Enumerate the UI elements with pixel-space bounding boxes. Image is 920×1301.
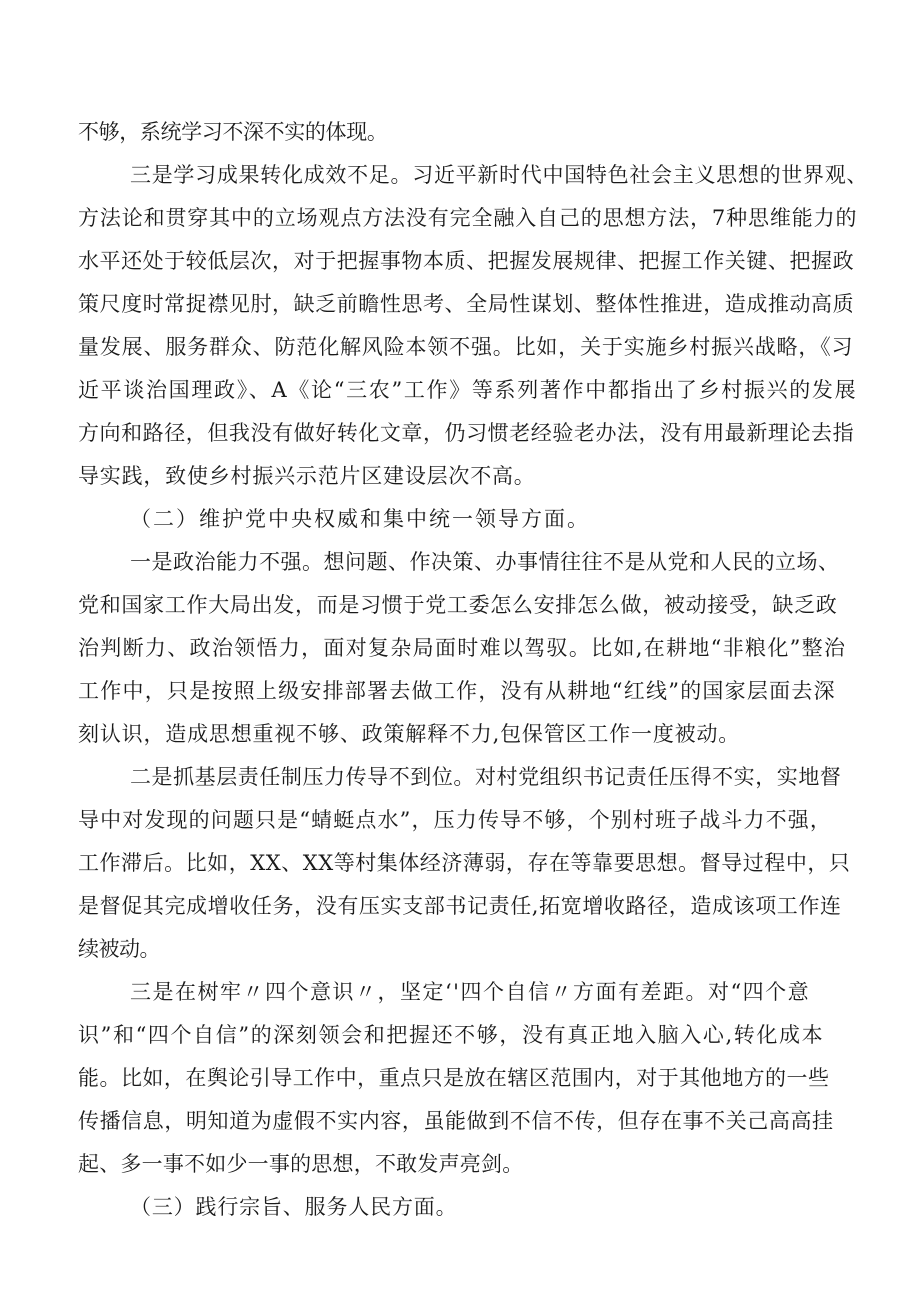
text-line: 导实践，致使乡村振兴示范片区建设层次不高。 [78,464,536,488]
text-line: 方向和路径，但我没有做好转化文章，仍习惯老经验老办法，没有用最新理论去指 [78,421,855,445]
section-heading: （二）维护党中央权威和集中统一领导方面。 [130,507,590,531]
text-line: 近平谈治国理政》、A《论“三农”工作》等系列著作中都指出了乡村振兴的发展 [78,378,858,402]
text-line: 传播信息，明知道为虚假不实内容，虽能做到不信不传，但存在事不关己高高挂 [78,1109,834,1133]
text-line: 续被动。 [78,937,160,961]
text-line: 工作中，只是按照上级安排部署去做工作，没有从耕地“红线”的国家层面去深 [78,679,836,703]
text-line: 水平还处于较低层次，对于把握事物本质、把握发展规律、把握工作关键、把握政 [78,249,855,273]
text-line: 三是在树牢〃四个意识〃，坚定‘'四个自信〃方面有差距。对“四个意 [130,980,811,1004]
text-line: 治判断力、政治领悟力，面对复杂局面时难以驾驭。比如,在耕地“非粮化”整治 [78,636,847,660]
text-line: 是督促其完成增收任务，没有压实支部书记责任,拓宽增收路径，造成该项工作连 [78,894,842,918]
text-line: 方法论和贯穿其中的立场观点方法没有完全融入自己的思想方法，7种思维能力的 [78,206,858,230]
text-line: 一是政治能力不强。想问题、作决策、办事情往往不是从党和人民的立场、 [130,550,840,574]
text-line: 工作滞后。比如，XX、XX等村集体经济薄弱，存在等靠要思想。督导过程中，只 [78,851,851,875]
text-line: 三是学习成果转化成效不足。习近平新时代中国特色社会主义思想的世界观、 [130,163,869,187]
text-line: 识”和“四个自信”的深刻领会和把握还不够，没有真正地入脑入心,转化成本 [78,1023,825,1047]
text-line: 二是抓基层责任制压力传导不到位。对村党组织书记责任压得不实，实地督 [130,765,842,789]
text-line: 能。比如，在舆论引导工作中，重点只是放在辖区范围内，对于其他地方的一些 [78,1066,830,1090]
section-heading: （三）践行宗旨、服务人民方面。 [130,1195,458,1219]
text-line: 党和国家工作大局出发，而是习惯于党工委怎么安排怎么做，被动接受，缺乏政 [78,593,838,617]
text-line: 不够，系统学习不深不实的体现。 [78,120,388,144]
text-line: 刻认识，造成思想重视不够、政策解释不力,包保管区工作一度被动。 [78,722,741,746]
text-line: 策尺度时常捉襟见肘，缺乏前瞻性思考、全局性谋划、整体性推进，造成推动高质 [78,292,855,316]
text-line: 导中对发现的问题只是“蜻蜓点水”，压力传导不够，个别村班子战斗力不强， [78,808,833,832]
text-line: 起、多一事不如少一事的思想，不敢发声亮剑。 [78,1152,524,1176]
text-line: 量发展、服务群众、防范化解风险本领不强。比如，关于实施乡村振兴战略，《习 [78,335,854,359]
